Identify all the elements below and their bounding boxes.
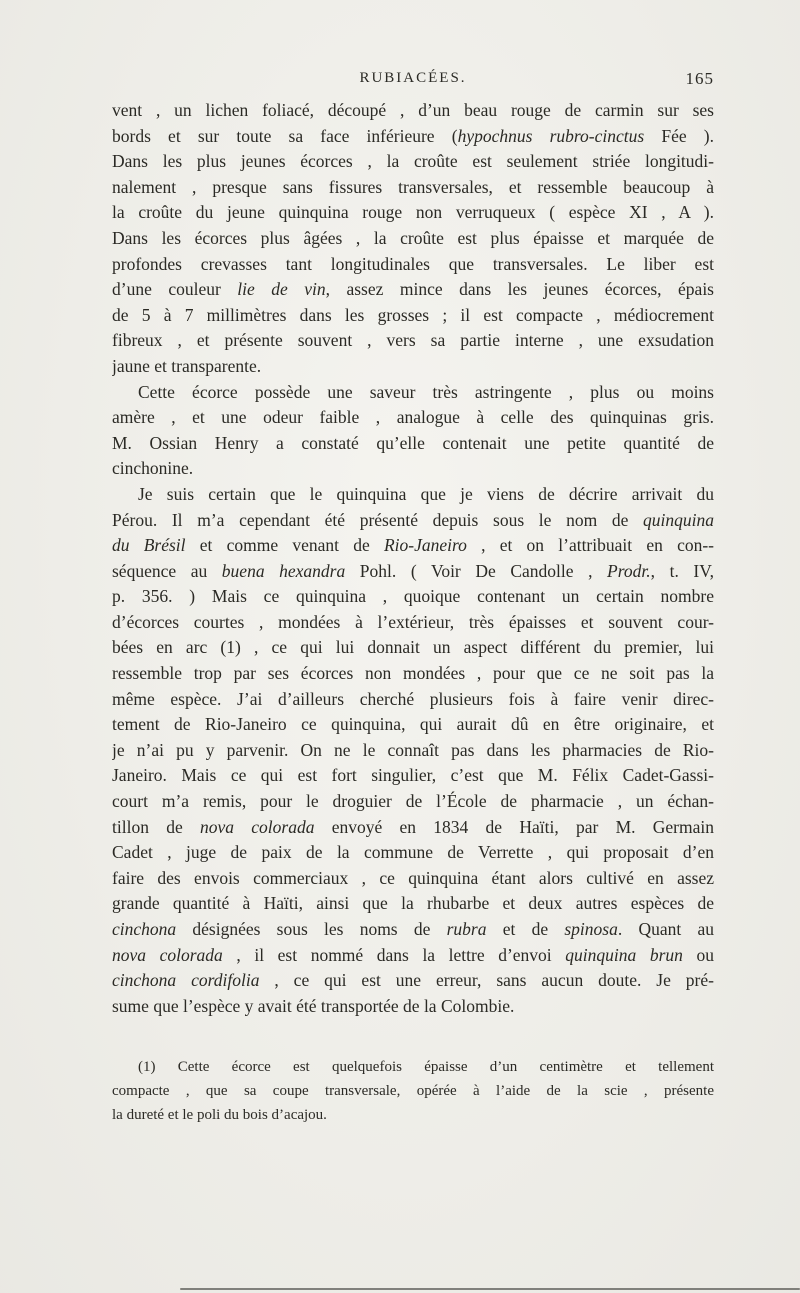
text-line [112, 405, 714, 431]
plain-text: p. 356. ) Mais ce quinquina , quoique contenant un certain nombre [112, 586, 714, 607]
plain-text: tement de Rio-Janeiro ce quinquina, qui aurait dû en être originaire, et [112, 714, 714, 735]
paragraph [112, 482, 714, 1019]
text-line [112, 559, 714, 585]
plain-text: envoyé en 1834 de Haïti, par M. Germain [314, 816, 714, 837]
plain-text: Janeiro. Mais ce qui est fort singulier, c’est que M. Félix Cadet-Gassi- [112, 765, 714, 786]
paragraph [112, 98, 714, 380]
text-line [112, 149, 714, 175]
text-line [112, 200, 714, 226]
plain-text: et de [486, 919, 565, 939]
plain-text: (1) Cette écorce est quelquefois épaisse d’un centimètre et tellement [138, 1059, 714, 1076]
plain-text: bords et sur toute sa face inférieure ( [112, 125, 458, 146]
plain-text: Dans les écorces plus âgées , la croûte est plus épaisse et marquée de [112, 227, 714, 248]
italic-text: rubra [446, 919, 487, 939]
plain-text: court m’a remis, pour le droguier de l’École de pharmacie , un échan- [112, 791, 714, 812]
text-line [112, 712, 714, 738]
text-line [112, 328, 714, 354]
plain-text: grande quantité à Haïti, ainsi que la rhubarbe et deux autres espèces de [112, 893, 714, 914]
plain-text: ou [682, 944, 714, 965]
text-line [112, 687, 714, 713]
text-line [112, 840, 714, 866]
text-line [112, 354, 714, 380]
text-line [112, 917, 714, 943]
text-line [112, 943, 714, 969]
text-line [112, 482, 714, 508]
plain-text: ressemble trop par ses écorces non mondées , pour que ce ne soit pas la [112, 663, 714, 684]
plain-text: , assez mince dans les jeunes écorces, épais [325, 279, 714, 300]
plain-text: Pohl. ( Voir De Candolle , [345, 560, 608, 581]
italic-text: spinosa [564, 919, 618, 939]
plain-text: désignées sous les noms de [176, 919, 447, 939]
plain-text: sume que l’espèce y avait été transportée de la Colombie. [112, 995, 515, 1016]
text-line [112, 968, 714, 994]
plain-text: Dans les plus jeunes écorces , la croûte est seulement striée longitudi- [112, 151, 714, 172]
text-line [112, 124, 714, 150]
italic-text: hypochnus rubro-cinctus [457, 125, 645, 146]
text-line [112, 252, 714, 278]
plain-text: , t. IV, [650, 560, 714, 581]
italic-text: buena hexandra [221, 560, 346, 581]
text-line [112, 98, 714, 124]
text-line [112, 533, 714, 559]
page-edge-shadow [180, 1288, 800, 1290]
plain-text: compacte , que sa coupe transversale, opérée à l’aide de la scie , présente [112, 1082, 714, 1099]
italic-text: cinchona cordifolia [112, 970, 260, 991]
plain-text: nalement , presque sans fissures transversales, et ressemble beaucoup à [112, 176, 714, 197]
plain-text: . Quant au [617, 919, 714, 939]
plain-text: d’écorces courtes , mondées à l’extérieur, très épaisses et souvent cour- [112, 611, 714, 632]
plain-text: , ce qui est une erreur, sans aucun doute. Je pré- [259, 970, 714, 991]
page-number: 165 [685, 69, 714, 88]
plain-text: et comme venant de [185, 535, 384, 556]
plain-text: bées en arc (1) , ce qui lui donnait un aspect différent du premier, lui [112, 637, 714, 658]
running-title: RUBIACÉES. [359, 70, 467, 86]
plain-text: fibreux , et présente souvent , vers sa partie interne , une exsudation [112, 330, 714, 351]
text-line [112, 815, 714, 841]
plain-text: Cadet , juge de paix de la commune de Verrette , qui proposait d’en [112, 842, 714, 863]
text-line [112, 891, 714, 917]
italic-text: cinchona [112, 919, 177, 939]
italic-text: du Brésil [112, 535, 186, 556]
text-block [112, 70, 714, 1127]
plain-text: , il est nommé dans la lettre d’envoi [222, 944, 566, 965]
text-line [112, 175, 714, 201]
plain-text: Je suis certain que le quinquina que je viens de décrire arrivait du [138, 483, 714, 504]
plain-text: faire des envois commerciaux , ce quinquina étant alors cultivé en assez [112, 867, 714, 888]
text-line [112, 1056, 714, 1080]
plain-text: tillon de [112, 816, 200, 837]
paragraph [112, 1056, 714, 1127]
text-line [112, 994, 714, 1020]
text-line [112, 456, 714, 482]
text-line [112, 431, 714, 457]
plain-text: je n’ai pu y parvenir. On ne le connaît pas dans les pharmacies de Rio- [112, 739, 714, 760]
text-line [112, 610, 714, 636]
plain-text: jaune et transparente. [112, 355, 262, 376]
italic-text: lie de vin [237, 279, 326, 300]
plain-text: , et on l’attribuait en con-- [466, 535, 714, 556]
plain-text: d’une couleur [112, 279, 238, 300]
text-line [112, 1104, 714, 1128]
plain-text: vent , un lichen foliacé, découpé , d’un beau rouge de carmin sur ses [112, 100, 714, 120]
plain-text: de 5 à 7 millimètres dans les grosses ; il est compacte , médiocrement [112, 304, 714, 325]
plain-text: M. Ossian Henry a constaté qu’elle contenait une petite quantité de [112, 432, 714, 453]
plain-text: Fée ). [644, 125, 714, 146]
plain-text: la dureté et le poli du bois d’acajou. [112, 1106, 327, 1123]
plain-text: Cette écorce possède une saveur très astringente , plus ou moins [138, 381, 714, 402]
body-text [112, 98, 714, 1019]
plain-text: séquence au [112, 560, 222, 581]
italic-text: Rio-Janeiro [383, 535, 467, 556]
italic-text: nova colorada [112, 944, 223, 965]
text-line [112, 763, 714, 789]
italic-text: Prodr. [607, 560, 651, 581]
plain-text: même espèce. J’ai d’ailleurs cherché plusieurs fois à faire venir direc- [112, 688, 714, 709]
plain-text: la croûte du jeune quinquina rouge non verruqueux ( espèce XI , A ). [112, 202, 714, 223]
text-line [112, 661, 714, 687]
plain-text: profondes crevasses tant longitudinales que transversales. Le liber est [112, 253, 714, 274]
plain-text: cinchonine. [112, 458, 194, 479]
italic-text: quinquina [643, 509, 714, 530]
text-line [112, 866, 714, 892]
text-line [112, 380, 714, 406]
text-line [112, 584, 714, 610]
paragraph [112, 380, 714, 482]
page-header [112, 70, 714, 94]
text-line [112, 226, 714, 252]
text-line [112, 303, 714, 329]
text-line [112, 508, 714, 534]
footnote [112, 1056, 714, 1127]
plain-text: amère , et une odeur faible , analogue à celle des quinquinas gris. [112, 407, 714, 428]
text-line [112, 789, 714, 815]
text-line [112, 738, 714, 764]
italic-text: quinquina brun [565, 944, 683, 965]
text-line [112, 635, 714, 661]
italic-text: nova colorada [200, 816, 315, 837]
text-line [112, 277, 714, 303]
plain-text: Pérou. Il m’a cependant été présenté depuis sous le nom de [112, 509, 644, 530]
text-line [112, 1080, 714, 1104]
